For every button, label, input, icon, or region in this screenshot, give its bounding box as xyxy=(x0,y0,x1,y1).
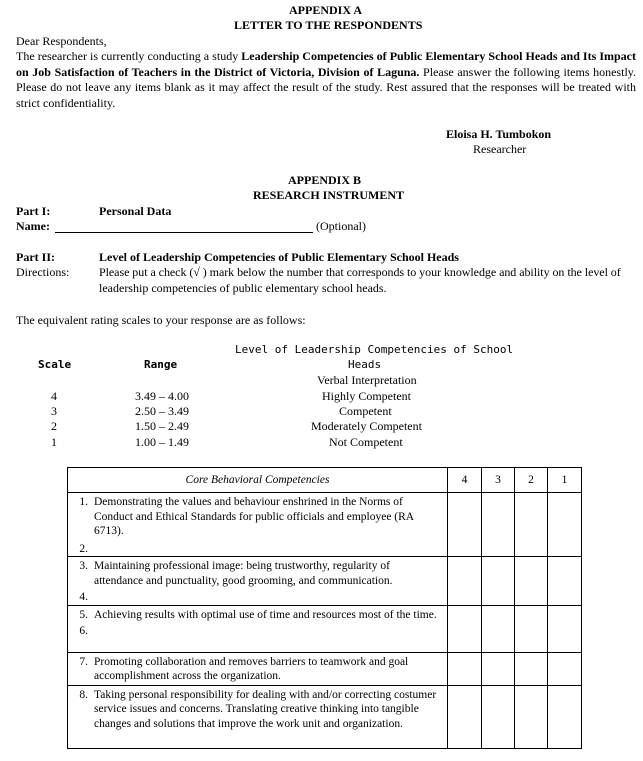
part2-heading: Level of Leadership Competencies of Public Elementary School Heads xyxy=(99,250,459,264)
appendix-b-title: APPENDIX B xyxy=(288,173,362,187)
rating-cell-1[interactable] xyxy=(548,557,582,606)
item-number: 3. xyxy=(79,560,88,572)
rating-col-1: 1 xyxy=(548,468,582,493)
item-number: 1. xyxy=(79,496,88,508)
level-col-header-2: Heads xyxy=(348,358,382,371)
letter-greeting: Dear Respondents, xyxy=(16,34,107,48)
table-row xyxy=(68,685,582,748)
table-row xyxy=(68,493,582,557)
letter-body xyxy=(16,49,636,111)
rating-cell-2[interactable] xyxy=(515,685,548,748)
directions-label: Directions: xyxy=(16,265,70,279)
directions-line-2: leadership competencies of public elementary school heads. xyxy=(99,281,387,295)
scale-value: 3 xyxy=(51,404,57,418)
rating-cell-2[interactable] xyxy=(515,605,548,652)
scale-value: 1 xyxy=(51,435,57,449)
interp-value: Moderately Competent xyxy=(311,419,422,433)
rating-cell-4[interactable] xyxy=(448,605,482,652)
rating-cell-1[interactable] xyxy=(548,493,582,557)
rating-cell-3[interactable] xyxy=(482,493,515,557)
optional-note: (Optional) xyxy=(316,219,366,233)
item-text: Achieving results with optimal use of time and resources most of the time. xyxy=(94,608,437,621)
verbal-col-header: Verbal Interpretation xyxy=(317,373,417,387)
rating-cell-4[interactable] xyxy=(448,652,482,685)
item-number: 6. xyxy=(79,625,88,637)
item-number: 8. xyxy=(79,688,88,701)
item-text: Demonstrating the values and behaviour enshrined in the Norms of Conduct and Ethical Standards for public officials and employee (RA 6713). xyxy=(94,496,414,537)
range-value: 2.50 – 3.49 xyxy=(135,404,189,418)
item-text xyxy=(94,624,447,639)
rating-col-3: 3 xyxy=(482,468,515,493)
item-cell xyxy=(68,493,448,557)
rating-col-4: 4 xyxy=(448,468,482,493)
level-col-header-1: Level of Leadership Competencies of School xyxy=(235,343,514,356)
name-field[interactable] xyxy=(55,219,313,233)
item-number: 7. xyxy=(79,655,88,668)
core-competencies-table xyxy=(67,467,582,749)
item-cell xyxy=(68,557,448,606)
item-text xyxy=(94,590,447,605)
letter-body-rest: Please answer the following items honestly. Please do not leave any items blank as it may affect the result of the study. Rest assured that the responses will be treated with strict confidentiality. xyxy=(16,64,636,110)
rating-cell-1[interactable] xyxy=(548,605,582,652)
item-cell xyxy=(68,685,448,748)
interp-value: Not Competent xyxy=(329,435,403,449)
scale-value: 4 xyxy=(51,389,57,403)
table-row xyxy=(68,605,582,652)
rating-cell-3[interactable] xyxy=(482,652,515,685)
rating-cell-4[interactable] xyxy=(448,685,482,748)
item-number: 2. xyxy=(79,542,88,555)
range-value: 3.49 – 4.00 xyxy=(135,389,189,403)
rating-cell-1[interactable] xyxy=(548,685,582,748)
range-value: 1.50 – 2.49 xyxy=(135,419,189,433)
part2-label: Part II: xyxy=(16,250,55,264)
part1-heading: Personal Data xyxy=(99,204,172,218)
item-cell xyxy=(68,605,448,652)
rating-cell-2[interactable] xyxy=(515,493,548,557)
item-cell xyxy=(68,652,448,685)
item-text xyxy=(94,542,447,557)
item-text: Promoting collaboration and removes barriers to teamwork and goal accomplishment across the organization. xyxy=(94,655,409,682)
core-competencies-header: Core Behavioral Competencies xyxy=(68,468,448,493)
letter-body-intro: The researcher is currently conducting a study xyxy=(16,49,242,63)
scale-value: 2 xyxy=(51,419,57,433)
table-header-row xyxy=(68,468,582,493)
rating-col-2: 2 xyxy=(515,468,548,493)
appendix-b-subtitle: RESEARCH INSTRUMENT xyxy=(253,188,405,202)
table-row xyxy=(68,557,582,606)
appendix-a-subtitle: LETTER TO THE RESPONDENTS xyxy=(234,18,423,32)
table-row xyxy=(68,652,582,685)
interp-value: Highly Competent xyxy=(322,389,411,403)
interp-value: Competent xyxy=(339,404,392,418)
signer-role: Researcher xyxy=(473,142,527,156)
signer-name: Eloisa H. Tumbokon xyxy=(446,127,552,141)
name-label: Name: xyxy=(16,219,50,233)
item-text: Taking personal responsibility for dealing with and/or correcting costumer service issues and concerns. Translating creative thinking into tangible changes and solutions that improve the work unit and organization. xyxy=(94,688,437,730)
scale-col-header: Scale xyxy=(38,358,72,371)
rating-cell-2[interactable] xyxy=(515,557,548,606)
rating-cell-3[interactable] xyxy=(482,557,515,606)
rating-cell-2[interactable] xyxy=(515,652,548,685)
scale-intro: The equivalent rating scales to your response are as follows: xyxy=(16,313,306,327)
rating-cell-4[interactable] xyxy=(448,493,482,557)
range-value: 1.00 – 1.49 xyxy=(135,435,189,449)
rating-cell-3[interactable] xyxy=(482,685,515,748)
rating-cell-3[interactable] xyxy=(482,605,515,652)
item-number: 5. xyxy=(79,608,88,621)
rating-cell-4[interactable] xyxy=(448,557,482,606)
study-title: Leadership Competencies of Public Elementary School Heads and Its Impact on Job Satisfaction of Teachers in the District of Victoria, Division of Laguna. xyxy=(16,49,636,79)
rating-cell-1[interactable] xyxy=(548,652,582,685)
range-col-header: Range xyxy=(144,358,178,371)
item-number: 4. xyxy=(79,591,88,603)
directions-line-1: Please put a check (√ ) mark below the number that corresponds to your knowledge and ability on the level of xyxy=(99,265,621,279)
part1-label: Part I: xyxy=(16,204,51,218)
item-text: Maintaining professional image: being trustworthy, regularity of attendance and punctuality, good grooming, and communication. xyxy=(94,560,393,587)
appendix-a-title: APPENDIX A xyxy=(289,3,363,17)
